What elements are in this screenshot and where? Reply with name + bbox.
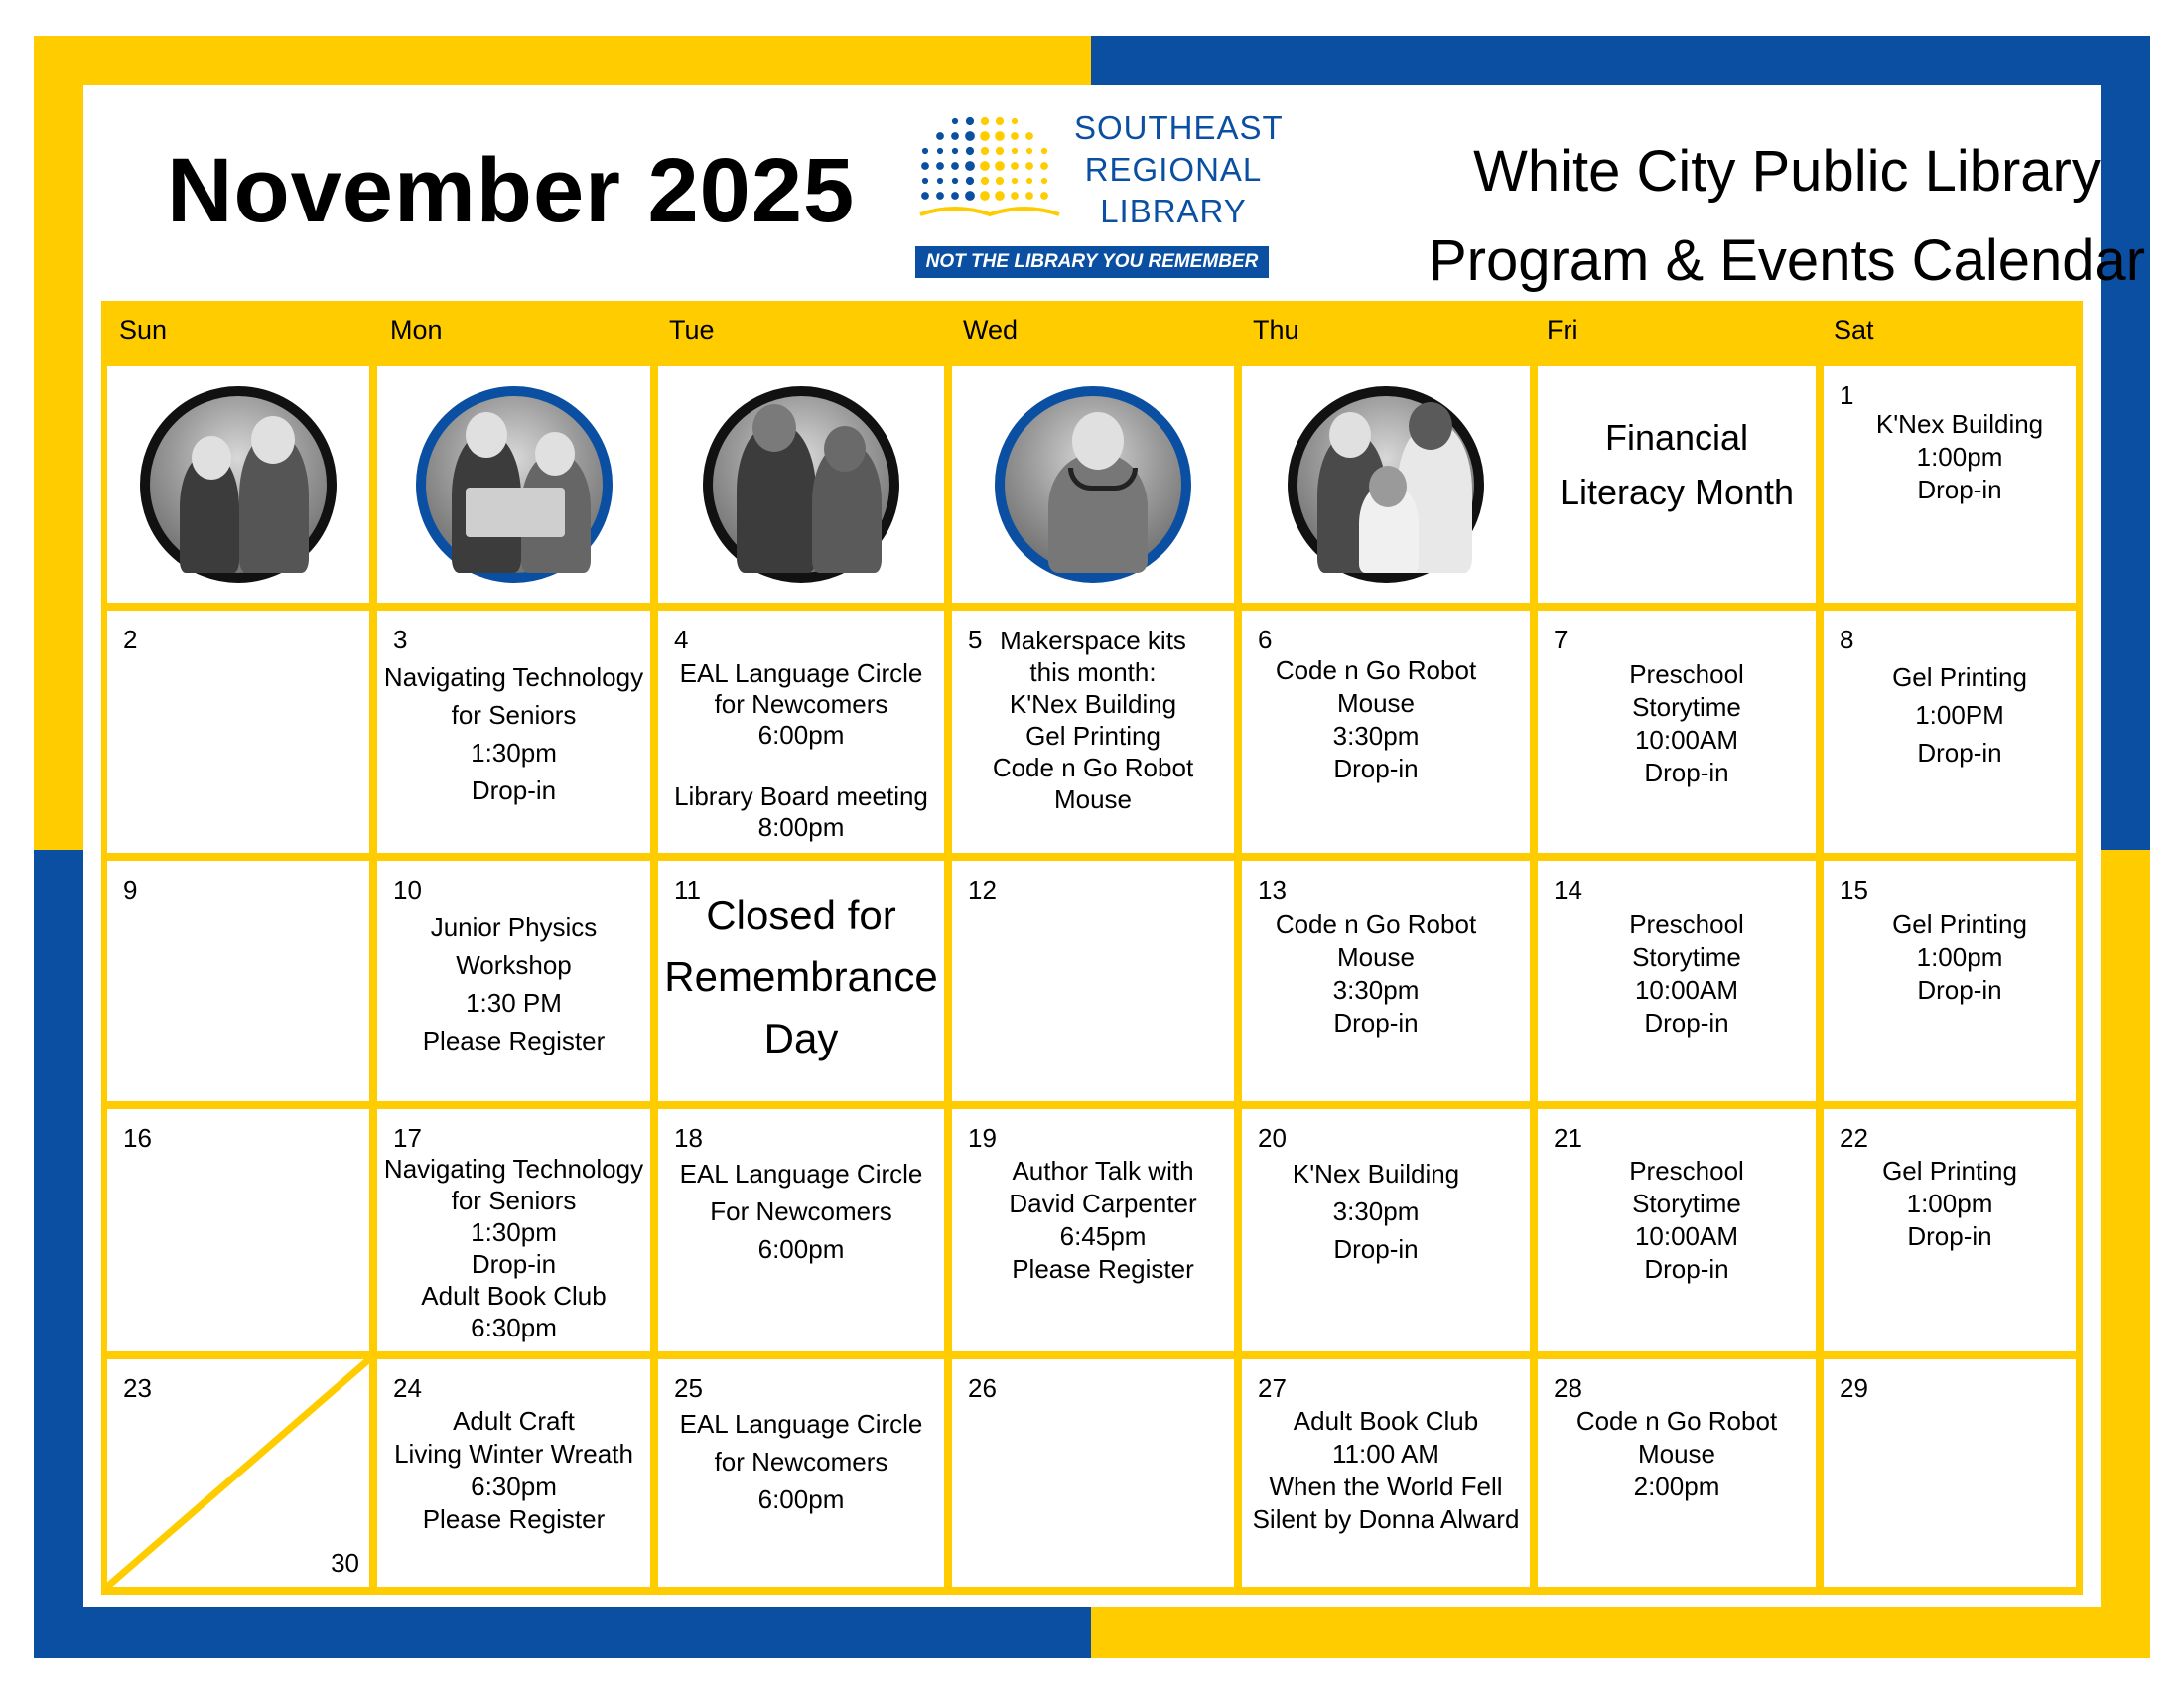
logo-dot [937, 148, 943, 154]
day-number: 27 [1258, 1373, 1287, 1403]
logo-dot [937, 178, 943, 184]
calendar-grid [101, 301, 2083, 1595]
logo-dot [936, 192, 944, 200]
day-number: 5 [968, 625, 983, 654]
day-events: Gel Printing 1:00pm Drop-in [1892, 910, 2027, 1005]
day-cell-5 [952, 611, 1234, 853]
library-title-line1: White City Public Library [1473, 139, 2101, 204]
logo-dot [980, 191, 990, 201]
day-cell-27 [1242, 1359, 1530, 1587]
logo-dot [922, 178, 928, 184]
day-header-sun: Sun [119, 315, 168, 345]
seniors-photo [703, 386, 899, 583]
logo-dot [1012, 118, 1018, 124]
day-events: Code n Go Robot Mouse 2:00pm [1575, 1406, 1778, 1501]
day-number: 17 [393, 1123, 422, 1153]
day-cell-22 [1824, 1109, 2076, 1351]
day-events: Code n Go Robot Mouse 3:30pm Drop-in [1275, 655, 1477, 783]
day-number: 13 [1258, 875, 1287, 905]
children-photo [140, 386, 337, 583]
logo-line1: SOUTHEAST [1074, 109, 1284, 146]
teen-headphones-photo [995, 386, 1191, 583]
logo-dot [965, 191, 975, 201]
logo-dot [1041, 148, 1047, 154]
logo-dot [1040, 162, 1048, 170]
logo-dot [995, 131, 1005, 141]
logo-dot [951, 132, 959, 140]
logo-dot [996, 117, 1004, 125]
day-cell-9 [107, 861, 369, 1101]
day-header-tue: Tue [669, 315, 715, 345]
closed-remembrance-day: Closed for Remembrance Day [664, 892, 938, 1061]
day-number: 20 [1258, 1123, 1287, 1153]
logo-dot [1026, 148, 1032, 154]
day-cell-10 [377, 861, 650, 1101]
logo-dot [1012, 178, 1018, 184]
day-number-30: 30 [331, 1548, 359, 1578]
day-events: Adult Book Club 11:00 AM When the World Fell Silent by Donna Alward [1252, 1406, 1520, 1534]
logo-dot [951, 162, 959, 170]
library-title [1291, 127, 2184, 306]
day-events: EAL Language Circle for Newcomers 6:00pm Library Board meeting 8:00pm [674, 658, 928, 842]
logo-dot [936, 162, 944, 170]
day-cell-17 [377, 1109, 650, 1351]
logo-dot [1012, 148, 1018, 154]
logo-dot [936, 132, 944, 140]
day-cell-1 [1824, 366, 2076, 603]
logo-dot [966, 177, 974, 185]
logo-text [1074, 107, 1284, 232]
day-events: Gel Printing 1:00PM Drop-in [1892, 662, 2027, 768]
logo-dot [921, 162, 929, 170]
day-events: Navigating Technology for Seniors 1:30pm Drop-in [383, 662, 644, 805]
day-cell-3 [377, 611, 650, 853]
day-events: EAL Language Circle for Newcomers 6:00pm [679, 1409, 923, 1514]
day-number: 14 [1554, 875, 1582, 905]
book-dots-icon [915, 111, 1064, 220]
logo-dot [981, 177, 989, 185]
day-events: Preschool Storytime 10:00AM Drop-in [1629, 910, 1744, 1038]
logo-dot [980, 131, 990, 141]
day-cell-7 [1538, 611, 1816, 853]
logo-dot [1026, 178, 1032, 184]
logo-line2: REGIONAL [1084, 151, 1263, 188]
day-events: Makerspace kits this month: K'Nex Building Gel Printing Code n Go Robot Mouse [992, 626, 1194, 814]
logo-line3: LIBRARY [1100, 193, 1247, 229]
day-number: 21 [1554, 1123, 1582, 1153]
day-header-thu: Thu [1253, 315, 1299, 345]
photo-cell-mon [377, 366, 650, 603]
day-number: 29 [1840, 1373, 1868, 1403]
logo-dot [996, 147, 1004, 155]
day-number: 11 [674, 875, 701, 905]
day-cell-16 [107, 1109, 369, 1351]
logo-dot [921, 192, 929, 200]
logo-dot [922, 148, 928, 154]
logo-dot [995, 161, 1005, 171]
logo-dot [965, 161, 975, 171]
logo-dot [951, 192, 959, 200]
day-cell-6 [1242, 611, 1530, 853]
day-events: K'Nex Building 3:30pm Drop-in [1292, 1159, 1460, 1264]
logo-dot [1041, 178, 1047, 184]
day-events: Gel Printing 1:00pm Drop-in [1882, 1156, 2017, 1251]
photo-cell-sun [107, 366, 369, 603]
day-number: 15 [1840, 875, 1868, 905]
month-title: November 2025 [167, 140, 856, 241]
day-events: EAL Language Circle For Newcomers 6:00pm [679, 1159, 923, 1264]
day-number: 25 [674, 1373, 703, 1403]
day-events: Adult Craft Living Winter Wreath 6:30pm Please Register [394, 1406, 633, 1534]
day-cell-20 [1242, 1109, 1530, 1351]
logo-dot [966, 117, 974, 125]
day-events: Code n Go Robot Mouse 3:30pm Drop-in [1275, 910, 1477, 1038]
logo-dot [995, 191, 1005, 201]
day-cell-19 [952, 1109, 1234, 1351]
logo-dot [952, 178, 958, 184]
day-number: 3 [393, 625, 408, 654]
logo-dot [1025, 192, 1033, 200]
day-header-fri: Fri [1547, 315, 1578, 345]
day-cell-28 [1538, 1359, 1816, 1587]
day-cell-12 [952, 861, 1234, 1101]
day-header-sat: Sat [1834, 315, 1874, 345]
book-arc [920, 209, 1059, 214]
day-events: Junior Physics Workshop 1:30 PM Please Register [422, 913, 606, 1055]
day-events: Preschool Storytime 10:00AM Drop-in [1629, 659, 1744, 787]
logo-dot [981, 117, 989, 125]
day-cell-25 [658, 1359, 944, 1587]
logo-dot [966, 147, 974, 155]
couple-laptop-photo [416, 386, 613, 583]
logo-dot [1025, 132, 1033, 140]
day-number: 12 [968, 875, 997, 905]
day-number: 23 [123, 1373, 152, 1403]
day-number: 8 [1840, 625, 1854, 654]
day-header-wed: Wed [963, 315, 1019, 345]
day-number: 4 [674, 625, 689, 654]
photo-cell-tue [658, 366, 944, 603]
day-number: 24 [393, 1373, 422, 1403]
day-events: Preschool Storytime 10:00AM Drop-in [1629, 1156, 1744, 1284]
day-cell-11 [658, 861, 944, 1101]
logo-dot [1011, 162, 1019, 170]
day-cell-18 [658, 1109, 944, 1351]
day-cell-8 [1824, 611, 2076, 853]
day-number: 10 [393, 875, 422, 905]
day-number: 1 [1840, 380, 1854, 410]
logo-dot [980, 161, 990, 171]
day-number: 2 [123, 625, 138, 654]
photo-cell-thu [1242, 366, 1530, 603]
day-header-mon: Mon [390, 315, 443, 345]
day-number: 16 [123, 1123, 152, 1153]
logo-dot [1025, 162, 1033, 170]
day-cell-2 [107, 611, 369, 853]
financial-literacy-cell [1538, 366, 1816, 603]
day-number: 18 [674, 1123, 703, 1153]
day-events: Navigating Technology for Seniors 1:30pm Drop-in Adult Book Club 6:30pm [383, 1154, 644, 1342]
financial-literacy-text: Financial Literacy Month [1559, 417, 1795, 512]
day-cell-21 [1538, 1109, 1816, 1351]
day-number: 26 [968, 1373, 997, 1403]
logo-dot [952, 148, 958, 154]
logo-dot [952, 118, 958, 124]
day-cell-15 [1824, 861, 2076, 1101]
photo-cell-wed [952, 366, 1234, 603]
logo-dot [996, 177, 1004, 185]
day-number: 19 [968, 1123, 997, 1153]
logo-dot [1011, 132, 1019, 140]
day-cell-14 [1538, 861, 1816, 1101]
day-number: 9 [123, 875, 138, 905]
day-cell-24 [377, 1359, 650, 1587]
library-title-line2: Program & Events Calendar [1428, 228, 2146, 293]
logo-dot [965, 131, 975, 141]
day-number: 28 [1554, 1373, 1582, 1403]
day-events: Author Talk with David Carpenter 6:45pm Please Register [1009, 1156, 1197, 1284]
library-logo [915, 103, 1284, 278]
day-events: K'Nex Building 1:00pm Drop-in [1875, 409, 2044, 504]
logo-dot [1011, 192, 1019, 200]
day-cell-26 [952, 1359, 1234, 1587]
day-cell-4 [658, 611, 944, 853]
day-number: 7 [1554, 625, 1569, 654]
day-number: 6 [1258, 625, 1273, 654]
day-cell-23-30 [107, 1359, 369, 1587]
day-cell-29 [1824, 1359, 2076, 1587]
logo-tagline: NOT THE LIBRARY YOU REMEMBER [915, 246, 1269, 278]
day-cell-13 [1242, 861, 1530, 1101]
logo-dot [981, 147, 989, 155]
day-number: 22 [1840, 1123, 1868, 1153]
logo-dot [1040, 192, 1048, 200]
family-photo [1288, 386, 1484, 583]
